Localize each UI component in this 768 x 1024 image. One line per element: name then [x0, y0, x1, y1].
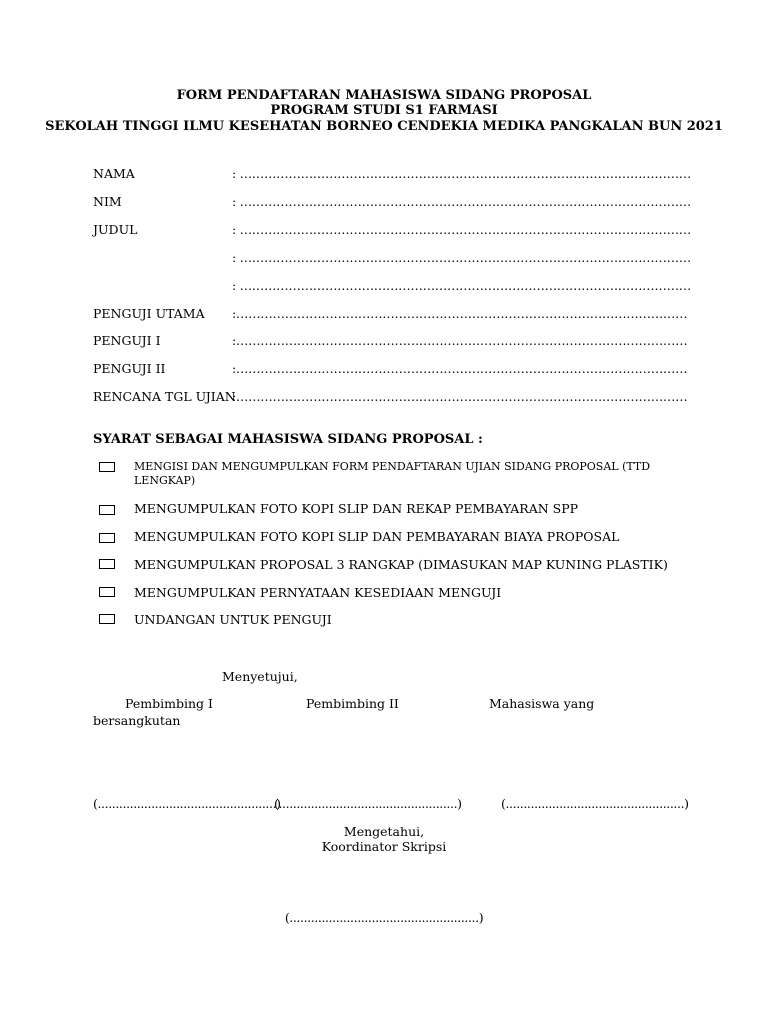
approval-label: Menyetujui,: [222, 669, 298, 684]
requirement-checkbox-4[interactable]: [99, 559, 115, 569]
penguji-1-label: PENGUJI I: [93, 333, 161, 348]
penguji-2-label: PENGUJI II: [93, 361, 166, 376]
pembimbing-2-label: Pembimbing II: [306, 696, 399, 711]
mahasiswa-signature-line[interactable]: (..................................................): [501, 796, 689, 811]
penguji-utama-field[interactable]: :…………………………………………………………………………………………………: [232, 306, 688, 321]
requirement-item-5: MENGUMPULKAN PERNYATAAN KESEDIAAN MENGUJI: [134, 585, 502, 600]
nim-label: NIM: [93, 194, 122, 209]
penguji-2-field[interactable]: :…………………………………………………………………………………………………: [232, 361, 688, 376]
requirement-item-1: MENGISI DAN MENGUMPULKAN FORM PENDAFTARAN UJIAN SIDANG PROPOSAL (TTD LENGKAP): [134, 460, 651, 487]
mengetahui-label: Mengetahui,: [343, 824, 425, 839]
koordinator-signature-line[interactable]: (.....................................................): [284, 910, 484, 925]
bersangkutan-label: bersangkutan: [93, 713, 181, 728]
pembimbing-2-signature-line[interactable]: (..................................................): [274, 796, 462, 811]
judul-field-line-2[interactable]: : …………………………………………………………………………………………………: [232, 250, 691, 265]
nama-label: NAMA: [93, 166, 135, 181]
requirement-item-3: MENGUMPULKAN FOTO KOPI SLIP DAN PEMBAYARAN BIAYA PROPOSAL: [134, 529, 620, 544]
requirement-checkbox-2[interactable]: [99, 505, 115, 515]
requirement-item-6: UNDANGAN UNTUK PENGUJI: [134, 612, 332, 627]
institution-title: SEKOLAH TINGGI ILMU KESEHATAN BORNEO CENDEKIA MEDIKA PANGKALAN BUN 2021: [45, 119, 723, 134]
rencana-tgl-ujian-field[interactable]: :…………………………………………………………………………………………………: [232, 389, 688, 404]
nim-field[interactable]: : …………………………………………………………………………………………………: [232, 194, 691, 209]
nama-field[interactable]: : …………………………………………………………………………………………………: [232, 166, 691, 181]
requirement-checkbox-6[interactable]: [99, 614, 115, 624]
requirement-item-2: MENGUMPULKAN FOTO KOPI SLIP DAN REKAP PEMBAYARAN SPP: [134, 501, 579, 516]
penguji-1-field[interactable]: :…………………………………………………………………………………………………: [232, 333, 688, 348]
program-title: PROGRAM STUDI S1 FARMASI: [270, 103, 498, 118]
rencana-tgl-ujian-label: RENCANA TGL UJIAN: [93, 389, 236, 404]
requirement-checkbox-3[interactable]: [99, 533, 115, 543]
requirement-checkbox-1[interactable]: [99, 462, 115, 472]
form-title: FORM PENDAFTARAN MAHASISWA SIDANG PROPOSAL: [176, 88, 592, 103]
koordinator-label: Koordinator Skripsi: [321, 839, 447, 854]
judul-label: JUDUL: [93, 222, 138, 237]
penguji-utama-label: PENGUJI UTAMA: [93, 306, 205, 321]
requirement-item-4: MENGUMPULKAN PROPOSAL 3 RANGKAP (DIMASUKAN MAP KUNING PLASTIK): [134, 557, 668, 572]
pembimbing-1-label: Pembimbing I: [125, 696, 213, 711]
mahasiswa-label: Mahasiswa yang: [489, 696, 595, 711]
requirements-title: SYARAT SEBAGAI MAHASISWA SIDANG PROPOSAL :: [93, 432, 483, 447]
judul-field-line-1[interactable]: : …………………………………………………………………………………………………: [232, 222, 691, 237]
pembimbing-1-signature-line[interactable]: (..................................................): [93, 796, 281, 811]
judul-field-line-3[interactable]: : …………………………………………………………………………………………………: [232, 278, 691, 293]
requirement-checkbox-5[interactable]: [99, 587, 115, 597]
